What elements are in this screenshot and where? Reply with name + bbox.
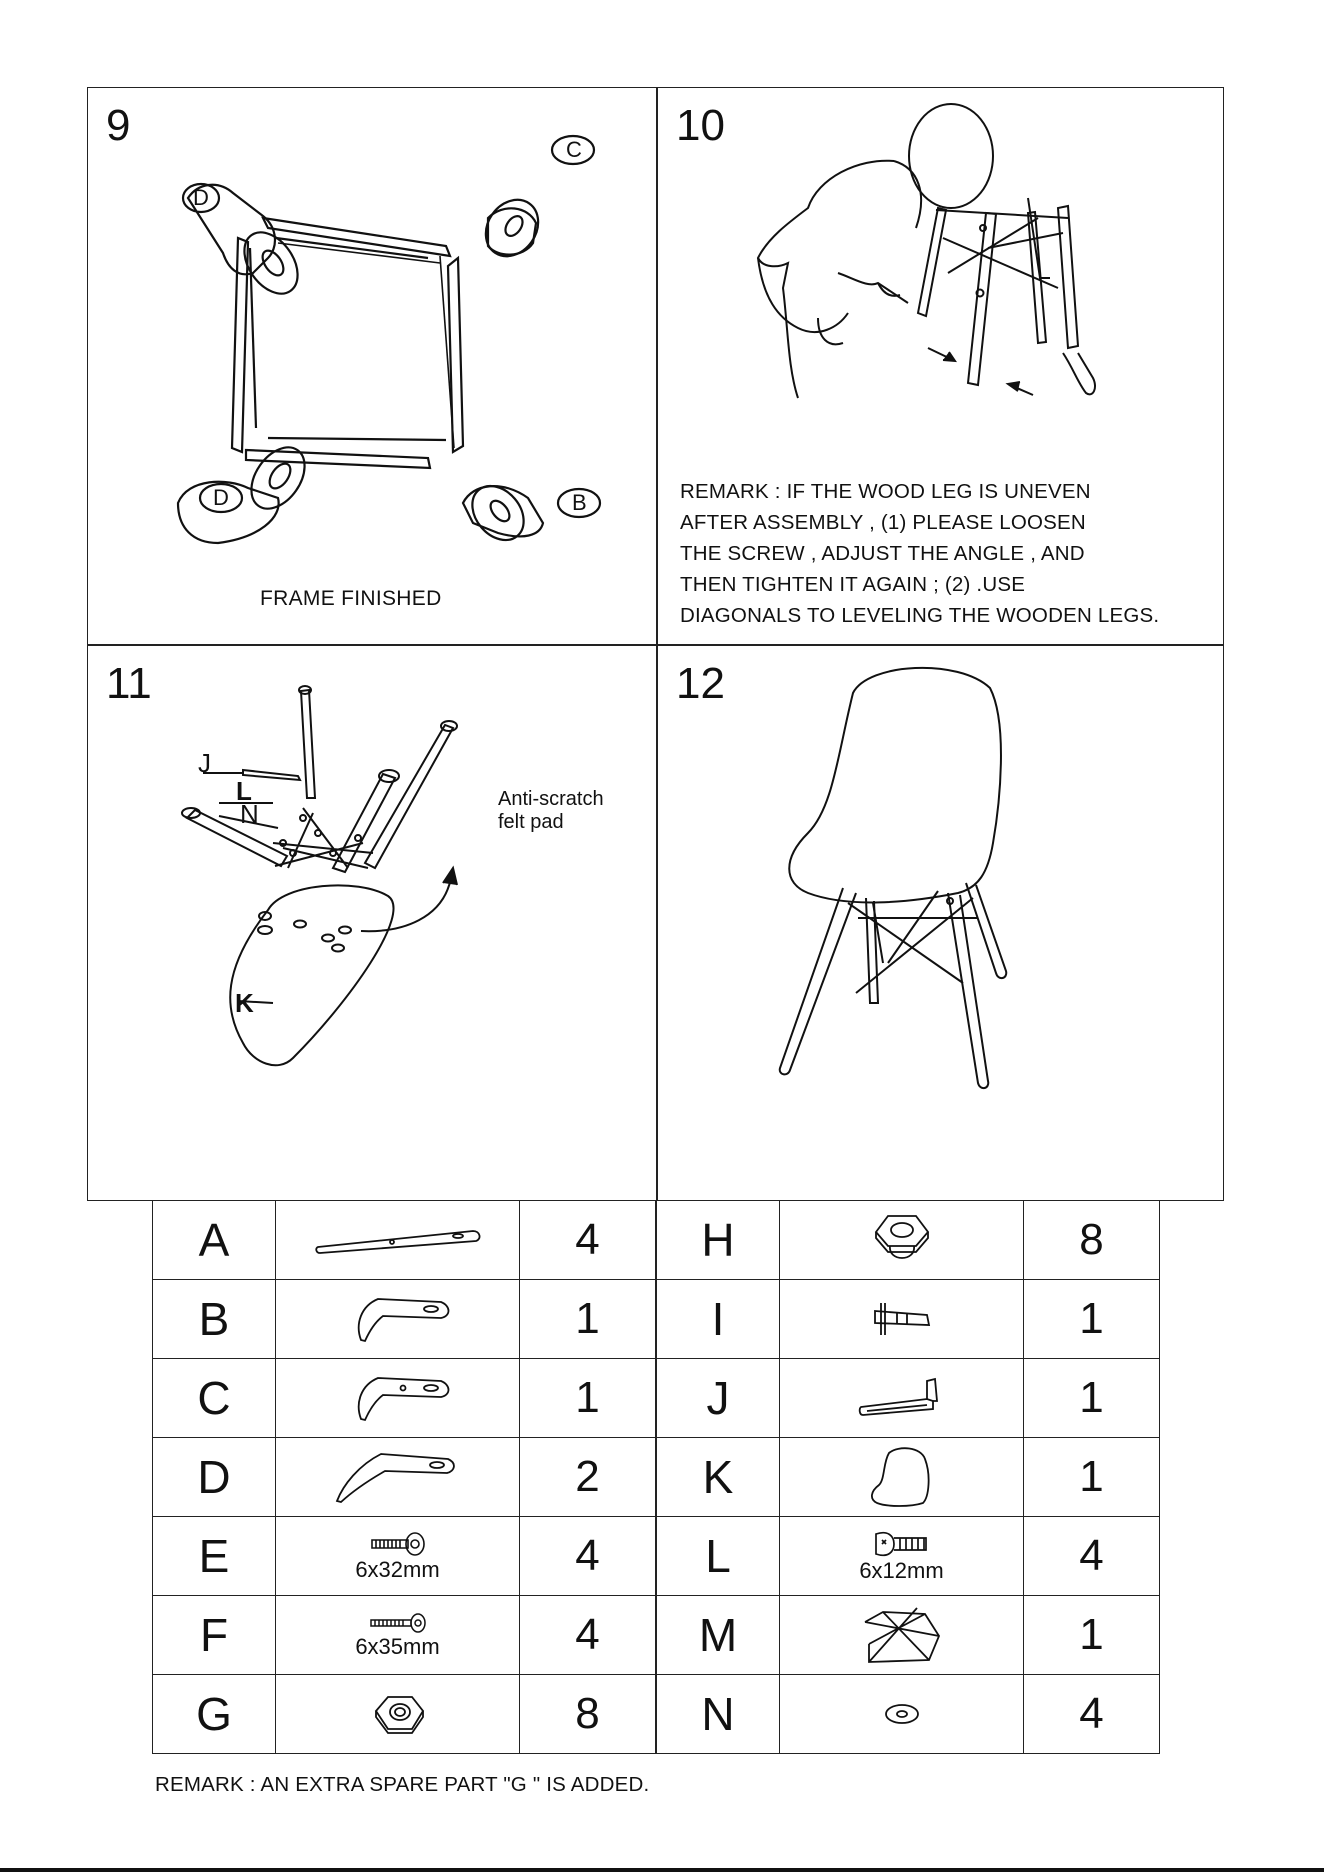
step-number-12: 12: [676, 659, 725, 708]
parts-list: [152, 1200, 1160, 1762]
part-picture: [276, 1517, 520, 1596]
step-number-9: 9: [106, 101, 131, 150]
step-10-remark: [680, 476, 1220, 631]
table-row: [657, 1438, 1160, 1517]
part-qty: 1: [1024, 1359, 1160, 1438]
parts-table-right: [656, 1200, 1160, 1754]
part-picture: [780, 1675, 1024, 1754]
part-qty: 4: [1024, 1675, 1160, 1754]
bolt-icon: [368, 1531, 428, 1557]
label-b: B: [572, 490, 587, 515]
part-letter: E: [153, 1517, 276, 1596]
part-picture: [276, 1438, 520, 1517]
part-letter: G: [153, 1675, 276, 1754]
part-qty: 4: [520, 1596, 656, 1675]
part-qty: 1: [1024, 1280, 1160, 1359]
part-picture: [780, 1596, 1024, 1675]
page-bottom-rule: [0, 1868, 1324, 1872]
wire-frame-icon: [859, 1604, 945, 1666]
label-d-top: D: [193, 185, 209, 210]
table-row: [153, 1675, 656, 1754]
table-row: [153, 1201, 656, 1280]
part-letter: C: [153, 1359, 276, 1438]
callout-line-1: Anti-scratch: [498, 788, 604, 810]
part-picture: [276, 1675, 520, 1754]
remark-line-1: REMARK : IF THE WOOD LEG IS UNEVEN: [680, 480, 1091, 503]
parts-table-left: [152, 1200, 656, 1754]
part-letter: K: [657, 1438, 780, 1517]
part-letter: D: [153, 1438, 276, 1517]
cap-nut-icon: [870, 1212, 934, 1268]
bracket-d-icon: [333, 1449, 463, 1505]
hex-nut-icon: [368, 1691, 428, 1737]
step-9-caption: FRAME FINISHED: [260, 587, 442, 610]
table-row: [153, 1280, 656, 1359]
bolt-icon: [367, 1612, 429, 1634]
part-qty: 8: [1024, 1201, 1160, 1280]
part-qty: 1: [520, 1359, 656, 1438]
part-qty: 1: [520, 1280, 656, 1359]
bracket-b-icon: [343, 1294, 453, 1344]
assembly-steps-grid: [87, 87, 1224, 1201]
part-picture: [276, 1359, 520, 1438]
label-k: K: [235, 988, 254, 1018]
table-row: [657, 1359, 1160, 1438]
finished-chair-illustration: [778, 663, 1038, 1093]
part-letter: M: [657, 1596, 780, 1675]
part-letter: I: [657, 1280, 780, 1359]
part-picture: [276, 1280, 520, 1359]
screw-icon: [872, 1530, 932, 1558]
leveling-legs-illustration: [668, 98, 1218, 468]
part-size: 6x12mm: [859, 1558, 944, 1583]
label-l: L: [236, 776, 252, 806]
seat-shell-icon: [867, 1445, 937, 1509]
label-c: C: [566, 137, 582, 162]
part-letter: L: [657, 1517, 780, 1596]
part-letter: B: [153, 1280, 276, 1359]
callout-line-2: felt pad: [498, 811, 564, 833]
remark-line-5: DIAGONALS TO LEVELING THE WOODEN LEGS.: [680, 604, 1160, 627]
part-qty: 1: [1024, 1596, 1160, 1675]
part-qty: 2: [520, 1438, 656, 1517]
step-number-10: 10: [676, 101, 725, 150]
remark-line-4: THEN TIGHTEN IT AGAIN ; (2) .USE: [680, 573, 1026, 596]
table-row: [657, 1675, 1160, 1754]
part-letter: N: [657, 1675, 780, 1754]
felt-pad-icon: [882, 1702, 922, 1726]
hex-key-tool-icon: [867, 1299, 937, 1339]
label-n: N: [240, 799, 259, 829]
label-j: J: [198, 748, 211, 778]
table-row: [657, 1596, 1160, 1675]
felt-pad-callout: [498, 788, 604, 834]
table-row: [657, 1201, 1160, 1280]
part-qty: 4: [1024, 1517, 1160, 1596]
part-picture: [780, 1280, 1024, 1359]
wood-leg-icon: [308, 1225, 488, 1255]
part-letter: J: [657, 1359, 780, 1438]
part-size: 6x32mm: [355, 1557, 440, 1582]
table-row: [153, 1517, 656, 1596]
spare-part-remark: REMARK : AN EXTRA SPARE PART "G " IS ADDED.: [155, 1773, 650, 1796]
table-row: [153, 1359, 656, 1438]
part-letter: F: [153, 1596, 276, 1675]
table-row: [657, 1280, 1160, 1359]
part-picture: [276, 1201, 520, 1280]
remark-line-2: AFTER ASSEMBLY , (1) PLEASE LOOSEN: [680, 511, 1086, 534]
part-letter: H: [657, 1201, 780, 1280]
grid-divider-horizontal: [88, 644, 1223, 646]
part-qty: 4: [520, 1517, 656, 1596]
part-picture: [780, 1359, 1024, 1438]
step-number-11: 11: [106, 659, 152, 708]
part-picture: [780, 1517, 1024, 1596]
bracket-c-icon: [343, 1373, 453, 1423]
table-row: [657, 1517, 1160, 1596]
part-picture: [780, 1201, 1024, 1280]
allen-key-icon: [857, 1375, 947, 1421]
part-qty: 8: [520, 1675, 656, 1754]
remark-line-3: THE SCREW , ADJUST THE ANGLE , AND: [680, 542, 1085, 565]
part-picture: [780, 1438, 1024, 1517]
part-qty: 4: [520, 1201, 656, 1280]
part-picture: [276, 1596, 520, 1675]
part-size: 6x35mm: [355, 1634, 440, 1659]
label-d-bottom: D: [213, 485, 229, 510]
attach-seat-illustration: [183, 678, 583, 1178]
part-letter: A: [153, 1201, 276, 1280]
part-qty: 1: [1024, 1438, 1160, 1517]
table-row: [153, 1438, 656, 1517]
table-row: [153, 1596, 656, 1675]
